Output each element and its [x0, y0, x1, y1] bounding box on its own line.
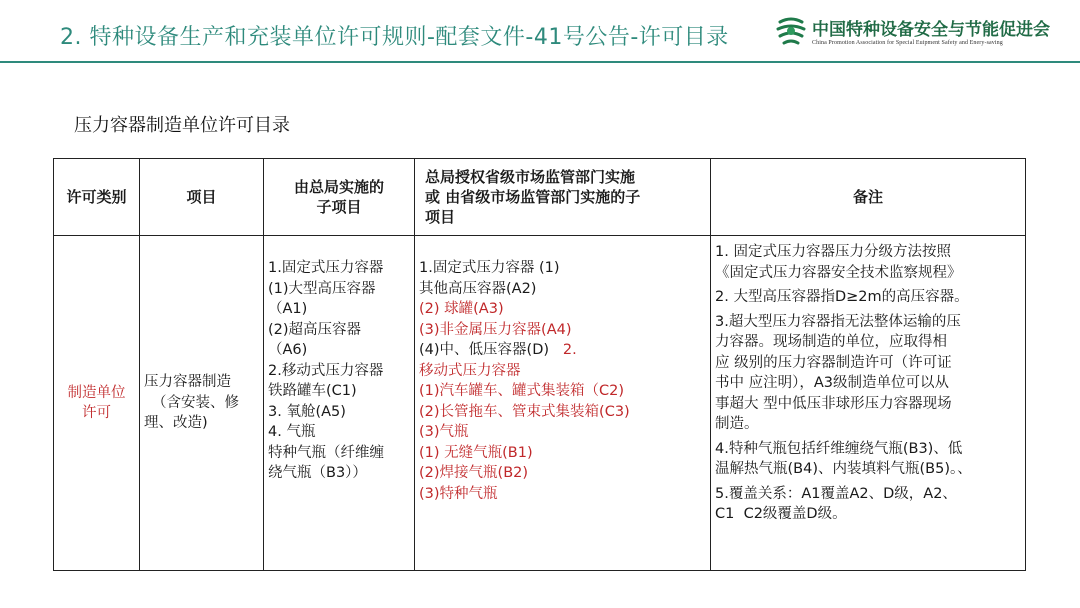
sub-province-text: 2.	[549, 342, 577, 358]
sub-province-line: 其他高压容器(A2)	[419, 280, 537, 297]
header-sub-province-line: 总局授权省级市场监管部门实施	[425, 168, 636, 186]
header-sub-general-line: 子项目	[316, 198, 362, 216]
note-3	[715, 312, 1021, 435]
note-line: 书中 应注明），A3级制造单位可以从	[715, 375, 950, 391]
sub-province-line: 1.固定式压力容器 (1)	[419, 260, 560, 276]
note-line: 2. 大型高压容器指D≥2m的高压容器。	[715, 289, 969, 305]
sub-general-line: (2)超高压容器	[268, 321, 362, 338]
note-line: 温解热气瓶(B4)、内装填料气瓶(B5)。、	[715, 461, 972, 477]
header-divider	[0, 61, 1080, 63]
note-1	[715, 242, 1021, 283]
sub-general-line: 2.移动式压力容器	[268, 362, 384, 379]
note-2	[715, 287, 1021, 308]
sub-province-line: (2)长管拖车、管束式集装箱(C3)	[419, 403, 630, 420]
cell-note	[711, 236, 1026, 571]
sub-general-line: 特种气瓶（纤维缠	[268, 444, 384, 461]
sub-general-line: （A1)	[268, 301, 308, 317]
note-4	[715, 439, 1021, 480]
logo-chinese-name: 中国特种设备安全与节能促进会	[812, 20, 1050, 40]
sub-general-line: 铁路罐车(C1)	[268, 383, 357, 399]
item-line: 压力容器制造	[144, 374, 231, 391]
logo-english-name: China Promotion Association for Special Euipment Safety and Enery-saving	[812, 40, 1003, 46]
header-sub-province-line: 或 由省级市场监管部门实施的子	[425, 188, 641, 206]
page-title: 2. 特种设备生产和充装单位许可规则-配套文件-41号公告-许可目录	[60, 25, 729, 50]
note-line: C1 C2级覆盖D级。	[715, 506, 847, 522]
header-sub-general-line: 由总局实施的	[293, 178, 384, 196]
sub-province-line: (3)气瓶	[419, 424, 469, 440]
sub-general-line: 3. 氧舱(A5)	[268, 403, 346, 420]
sub-province-line: (1)汽车罐车、罐式集装箱（C2)	[419, 383, 625, 399]
note-line: 制造。	[715, 416, 759, 432]
section-title: 压力容器制造单位许可目录	[74, 115, 290, 136]
sub-province-line: (3)非金属压力容器(A4)	[419, 321, 572, 338]
table-header-row	[54, 159, 1026, 236]
sub-province-line: (3)特种气瓶	[419, 485, 498, 502]
logo-emblem-icon	[774, 14, 808, 48]
note-line: 《固定式压力容器安全技术监察规程》	[715, 264, 962, 281]
note-5	[715, 484, 1021, 525]
sub-province-line: (2) 球罐(A3)	[419, 301, 504, 317]
sub-general-line: 1.固定式压力容器	[268, 260, 384, 276]
cell-sub-province	[415, 236, 711, 571]
header-item: 项目	[140, 159, 264, 236]
table-row	[54, 236, 1026, 571]
sub-province-line: (2)焊接气瓶(B2)	[419, 465, 529, 481]
note-line: 应 级别的压力容器制造许可（许可证	[715, 354, 952, 371]
note-line: 4.特种气瓶包括纤维缠绕气瓶(B3)、低	[715, 440, 963, 457]
note-line: 5.覆盖关系：A1覆盖A2、D级，A2、	[715, 485, 957, 502]
cell-sub-general	[264, 236, 415, 571]
note-line: 事超大 型中低压非球形压力容器现场	[715, 395, 952, 412]
header-category: 许可类别	[54, 159, 140, 236]
sub-general-line: 4. 气瓶	[268, 424, 316, 440]
note-line: 力容器。现场制造的单位，应取得相	[715, 334, 947, 350]
header-sub-general	[264, 159, 415, 236]
sub-general-line: 绕气瓶（B3））	[268, 465, 367, 481]
sub-province-line: (1) 无缝气瓶(B1)	[419, 444, 533, 461]
cell-category	[54, 236, 140, 571]
association-logo	[774, 12, 1074, 52]
header-note: 备注	[711, 159, 1026, 236]
cell-item	[140, 236, 264, 571]
sub-general-line: (1)大型高压容器	[268, 280, 376, 297]
header-sub-province	[415, 159, 711, 236]
sub-province-text: (4)中、低压容器(D)	[419, 342, 550, 358]
category-line: 制造单位	[67, 384, 126, 401]
permit-table	[53, 158, 1026, 571]
note-line: 1. 固定式压力容器压力分级方法按照	[715, 244, 951, 260]
category-line: 许可	[82, 405, 111, 421]
sub-province-line: 移动式压力容器	[419, 362, 521, 379]
sub-general-line: （A6)	[268, 342, 308, 358]
sub-province-line	[419, 340, 706, 361]
header-sub-province-line: 项目	[425, 208, 456, 226]
note-line: 3.超大型压力容器指无法整体运输的压	[715, 313, 961, 330]
item-line: （含安装、修	[152, 394, 239, 411]
item-line: 理、改造)	[144, 415, 208, 432]
